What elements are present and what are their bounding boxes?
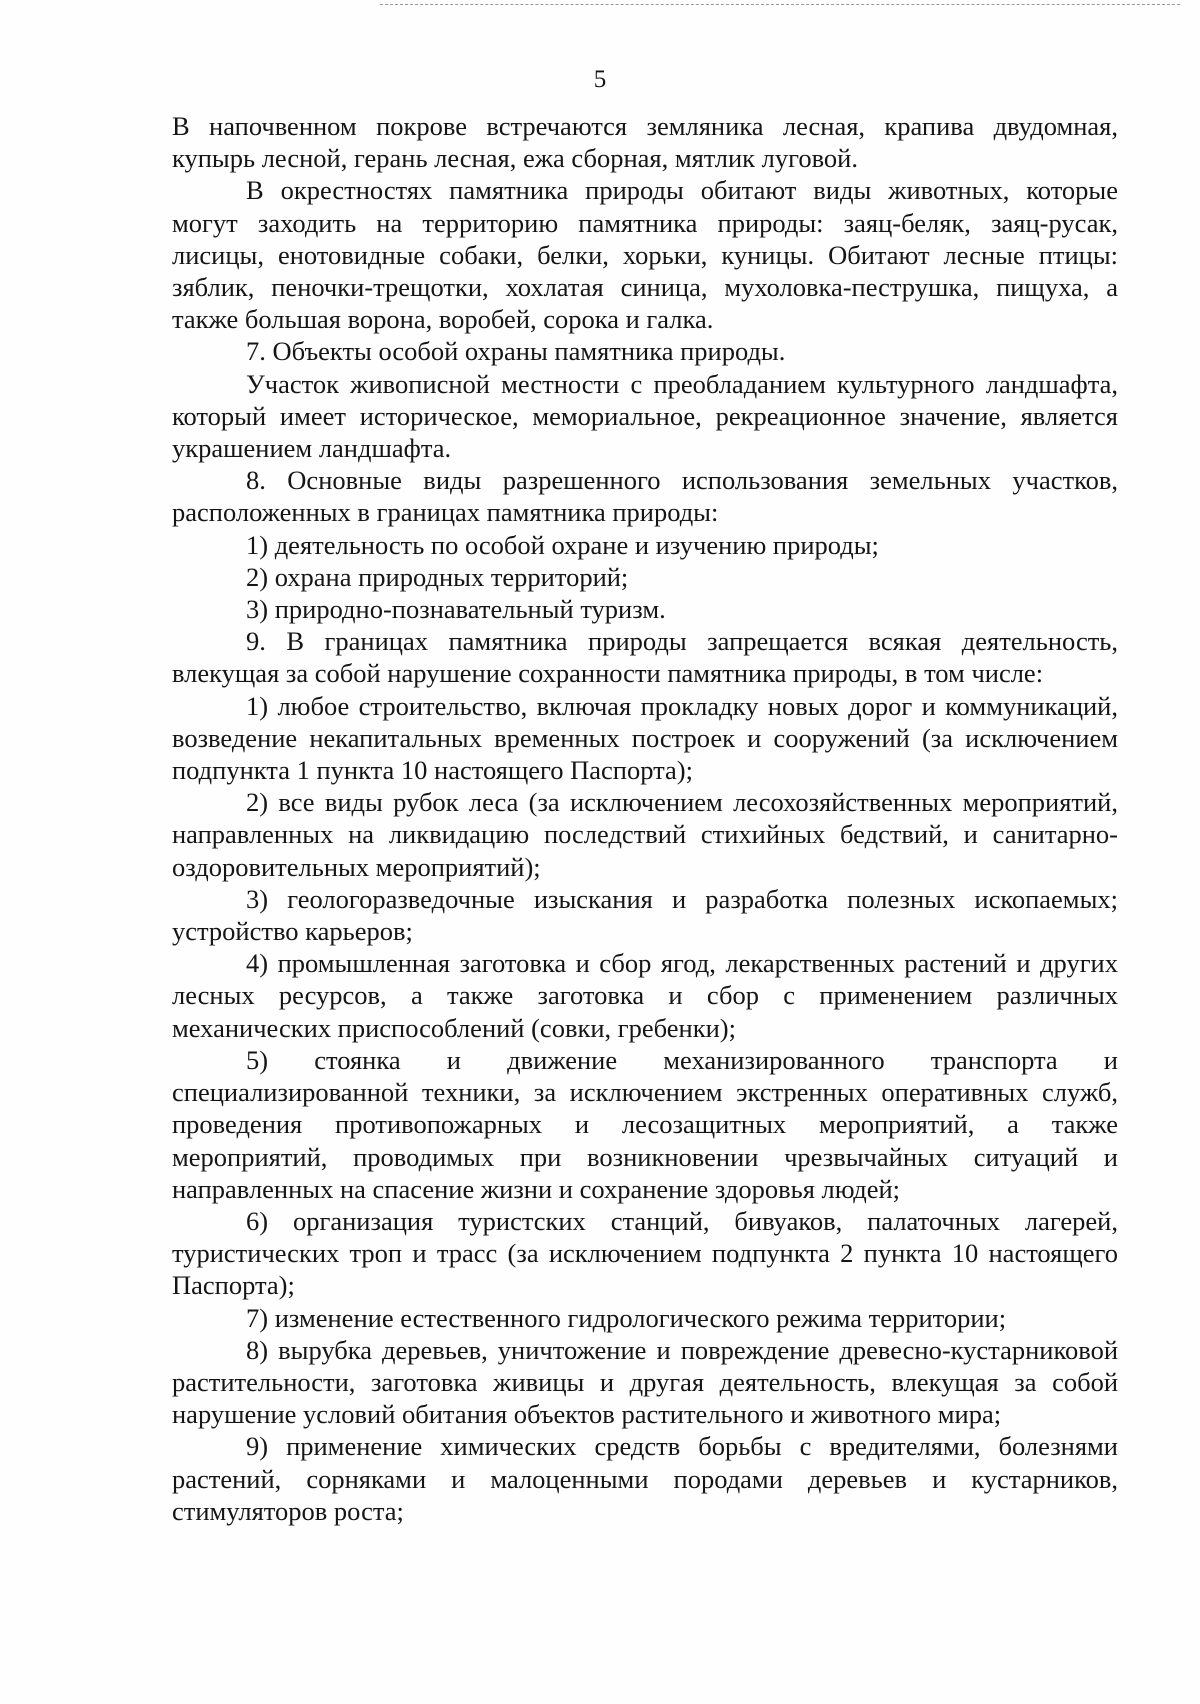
document-body [172,110,1118,1527]
page-number: 5 [593,66,607,93]
list-item-9-9: 9) применение химических средств борьбы с вредителями, болезнями растений, сорняками и малоценными породами деревьев и кустарников, стимуляторов роста; [172,1431,1118,1526]
paragraph-ground-cover: В напочвенном покрове встречаются земляника лесная, крапива двудомная, купырь лесной, герань лесная, ежа сборная, мятлик луговой. [172,111,1118,174]
list-item-9-1: 1) любое строительство, включая прокладку новых дорог и коммуникаций, возведение некапитальных временных построек и сооружений (за исключением подпункта 1 пункта 10 настоящего Паспорта); [172,690,1118,786]
section-7-heading: 7. Объекты особой охраны памятника природы. [246,336,786,367]
list-item-9-5: 5) стоянка и движение механизированного транспорта и специализированной техники, за исключением экстренных оперативных служб, проведения противопожарных и лесозащитных мероприятий, а также мероприятий, проводимых при возникновении чрезвычайных ситуаций и направленных на спасение жизни и сохранение здоровья людей; [172,1044,1118,1204]
list-item-8-1: 1) деятельность по особой охране и изучению природы; [246,529,879,560]
section-8-heading: 8. Основные виды разрешенного использования земельных участков, расположенных в границах памятника природы: [172,465,1118,528]
list-item-8-3: 3) природно-познавательный туризм. [246,594,666,625]
list-item-8-2: 2) охрана природных территорий; [246,561,629,592]
paragraph-landscape: Участок живописной местности с преобладанием культурного ландшафта, который имеет историческое, мемориальное, рекреационное значение, является украшением ландшафта. [172,368,1118,464]
list-item-9-7: 7) изменение естественного гидрологического режима территории; [246,1302,1007,1333]
section-9-heading: 9. В границах памятника природы запрещается всякая деятельность, влекущая за собой нарушение сохранности памятника природы, в том числе: [172,626,1118,689]
list-item-9-2: 2) все виды рубок леса (за исключением лесохозяйственных мероприятий, направленных на ликвидацию последствий стихийных бедствий, и санитарно-оздоровительных мероприятий); [172,787,1118,882]
list-item-9-8: 8) вырубка деревьев, уничтожение и повреждение древесно-кустарниковой растительности, заготовка живицы и другая деятельность, влекущая за собой нарушение условий обитания объектов растительного и животного мира; [172,1334,1118,1430]
list-item-9-4: 4) промышленная заготовка и сбор ягод, лекарственных растений и других лесных ресурсов, а также заготовка и сбор с применением различных механических приспособлений (совки, гребенки); [172,948,1118,1043]
paragraph-fauna: В окрестностях памятника природы обитают виды животных, которые могут заходить на территорию памятника природы: заяц-беляк, заяц-русак, лисицы, енотовидные собаки, белки, хорьки, куницы. Обитают лесные птицы: зяблик, пеночки-трещотки, хохлатая синица, мухоловка-пеструшка, пищуха, а также большая ворона, воробей, сорока и галка. [172,175,1118,335]
list-item-9-3: 3) геологоразведочные изыскания и разработка полезных ископаемых; устройство карьеров; [172,883,1118,947]
scan-edge-line [380,4,1180,5]
list-item-9-6: 6) организация туристских станций, бивуаков, палаточных лагерей, туристических троп и трасс (за исключением подпункта 2 пункта 10 настоящего Паспорта); [172,1205,1118,1301]
